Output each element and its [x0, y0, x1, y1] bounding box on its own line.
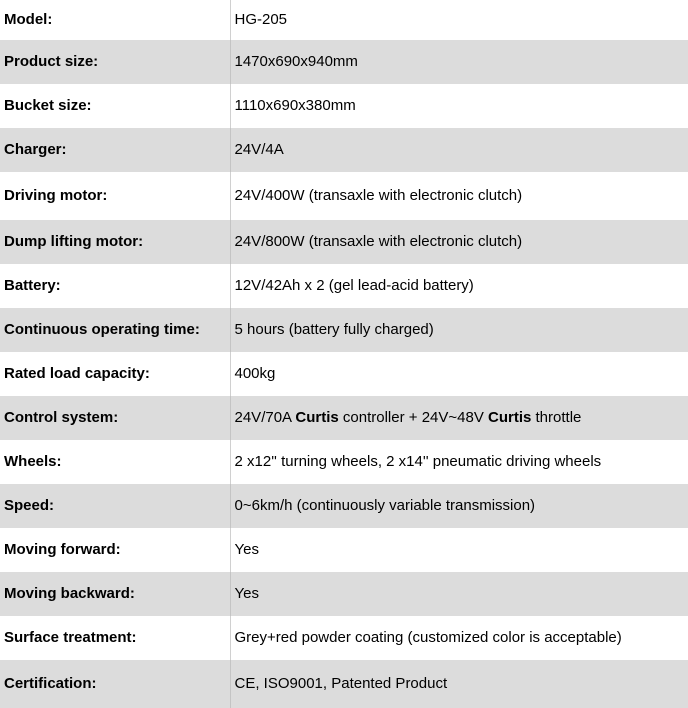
spec-label: Model:: [0, 0, 230, 40]
spec-row-charger: [0, 128, 688, 172]
spec-value: 12V/42Ah x 2 (gel lead-acid battery): [234, 277, 474, 294]
spec-row-bucket-size: [0, 84, 688, 128]
spec-label: Continuous operating time:: [0, 308, 230, 352]
spec-label: Surface treatment:: [0, 616, 230, 660]
spec-value: 1110x690x380mm: [234, 97, 356, 114]
spec-row-continuous-operating-time: [0, 308, 688, 352]
spec-label: Wheels:: [0, 440, 230, 484]
spec-value: 24V/400W (transaxle with electronic clutch): [234, 187, 523, 204]
spec-row-driving-motor: [0, 172, 688, 220]
spec-row-model: [0, 0, 688, 40]
spec-row-moving-backward: [0, 572, 688, 616]
spec-label: Battery:: [0, 264, 230, 308]
spec-row-wheels: [0, 440, 688, 484]
spec-label: Dump lifting motor:: [0, 220, 230, 264]
brand-name: Curtis: [488, 409, 532, 426]
spec-row-control-system: [0, 396, 688, 440]
spec-row-battery: [0, 264, 688, 308]
value-part: 24V/70A: [234, 409, 296, 426]
spec-value: 24V/4A: [234, 141, 284, 158]
spec-value: 5 hours (battery fully charged): [234, 321, 434, 338]
spec-value: Yes: [234, 585, 259, 602]
spec-value: 1470x690x940mm: [234, 53, 358, 70]
spec-row-dump-lifting-motor: [0, 220, 688, 264]
spec-label: Moving forward:: [0, 528, 230, 572]
brand-name: Curtis: [295, 409, 339, 426]
spec-row-surface-treatment: [0, 616, 688, 660]
spec-value: CE, ISO9001, Patented Product: [234, 675, 448, 692]
spec-label: Rated load capacity:: [0, 352, 230, 396]
spec-value: Grey+red powder coating (customized color is acceptable): [234, 629, 622, 646]
spec-value: HG-205: [234, 11, 288, 28]
spec-row-rated-load-capacity: [0, 352, 688, 396]
spec-value: 0~6km/h (continuously variable transmission): [234, 497, 536, 514]
spec-label: Bucket size:: [0, 84, 230, 128]
spec-row-speed: [0, 484, 688, 528]
spec-value: 400kg: [234, 365, 276, 382]
spec-row-certification: [0, 660, 688, 708]
spec-value: 24V/800W (transaxle with electronic clutch): [234, 233, 523, 250]
spec-row-moving-forward: [0, 528, 688, 572]
value-part: throttle: [531, 409, 582, 426]
spec-label: Speed:: [0, 484, 230, 528]
spec-value: 2 x12'' turning wheels, 2 x14'' pneumatic driving wheels: [234, 453, 602, 470]
spec-label: Control system:: [0, 396, 230, 440]
spec-row-product-size: [0, 40, 688, 84]
spec-value: Yes: [234, 541, 259, 558]
value-part: controller + 24V~48V: [338, 409, 488, 426]
spec-label: Moving backward:: [0, 572, 230, 616]
spec-label: Product size:: [0, 40, 230, 84]
spec-label: Certification:: [0, 660, 230, 708]
spec-label: Charger:: [0, 128, 230, 172]
spec-value: [230, 396, 688, 440]
spec-label: Driving motor:: [0, 172, 230, 220]
